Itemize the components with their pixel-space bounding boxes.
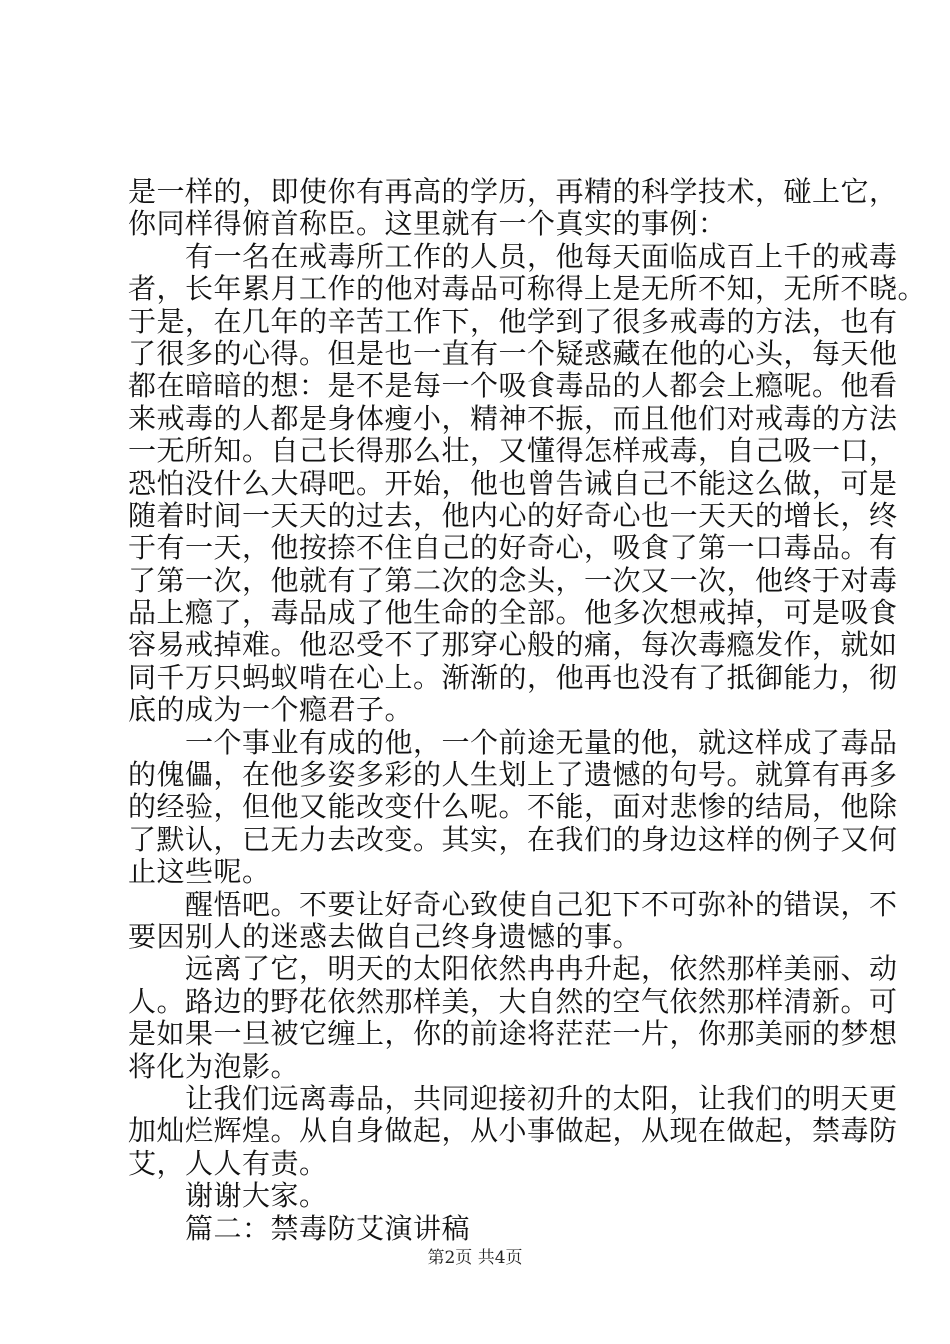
body-text bbox=[128, 175, 927, 1245]
text-line: 让我们远离毒品，共同迎接初升的太阳，让我们的明天更 bbox=[185, 1081, 898, 1115]
text-line: 的傀儡，在他多姿多彩的人生划上了遗憾的句号。就算有再多 bbox=[128, 758, 898, 792]
text-line: 于是，在几年的辛苦工作下，他学到了很多戒毒的方法，也有 bbox=[128, 304, 898, 338]
page-footer: 第2页 共4页 bbox=[427, 1248, 523, 1268]
text-line: 止这些呢。 bbox=[128, 855, 271, 889]
text-line: 你同样得俯首称臣。这里就有一个真实的事例： bbox=[128, 207, 727, 241]
text-line: 要因别人的迷惑去做自己终身遗憾的事。 bbox=[128, 919, 642, 953]
text-line: 了很多的心得。但是也一直有一个疑惑藏在他的心头，每天他 bbox=[128, 336, 898, 370]
text-line: 远离了它，明天的太阳依然冉冉升起，依然那样美丽、动 bbox=[185, 952, 898, 986]
text-line: 者，长年累月工作的他对毒品可称得上是无所不知，无所不晓。 bbox=[128, 272, 927, 306]
text-line: 艾，人人有责。 bbox=[128, 1146, 328, 1180]
text-line: 谢谢大家。 bbox=[185, 1179, 328, 1213]
text-line: 了默认，已无力去改变。其实，在我们的身边这样的例子又何 bbox=[128, 822, 898, 856]
text-line: 了第一次，他就有了第二次的念头，一次又一次，他终于对毒 bbox=[128, 563, 898, 597]
text-line: 品上瘾了，毒品成了他生命的全部。他多次想戒掉，可是吸食 bbox=[128, 596, 898, 630]
text-line: 都在暗暗的想：是不是每一个吸食毒品的人都会上瘾呢。他看 bbox=[128, 369, 898, 403]
text-line: 来戒毒的人都是身体瘦小，精神不振，而且他们对戒毒的方法 bbox=[128, 401, 898, 435]
text-line: 篇二：禁毒防艾演讲稿 bbox=[185, 1211, 471, 1245]
text-line: 随着时间一天天的过去，他内心的好奇心也一天天的增长，终 bbox=[128, 498, 898, 532]
text-line: 有一名在戒毒所工作的人员，他每天面临成百上千的戒毒 bbox=[185, 239, 898, 273]
text-line: 底的成为一个瘾君子。 bbox=[128, 693, 414, 727]
text-line: 恐怕没什么大碍吧。开始，他也曾告诫自己不能这么做，可是 bbox=[128, 466, 898, 500]
text-line: 是一样的，即使你有再高的学历，再精的科学技术，碰上它， bbox=[128, 175, 898, 208]
text-line: 的经验，但他又能改变什么呢。不能，面对悲惨的结局，他除 bbox=[128, 790, 898, 824]
text-line: 于有一天，他按捺不住自己的好奇心，吸食了第一口毒品。有 bbox=[128, 531, 898, 565]
text-line: 容易戒掉难。他忍受不了那穿心般的痛，每次毒瘾发作，就如 bbox=[128, 628, 898, 662]
text-line: 一无所知。自己长得那么壮，又懂得怎样戒毒，自己吸一口， bbox=[128, 434, 898, 468]
text-line: 是如果一旦被它缠上，你的前途将茫茫一片，你那美丽的梦想 bbox=[128, 1017, 898, 1051]
text-line: 将化为泡影。 bbox=[128, 1049, 300, 1083]
text-line: 一个事业有成的他，一个前途无量的他，就这样成了毒品 bbox=[185, 725, 898, 759]
text-line: 加灿烂辉煌。从自身做起，从小事做起，从现在做起，禁毒防 bbox=[128, 1114, 898, 1148]
text-line: 人。路边的野花依然那样美，大自然的空气依然那样清新。可 bbox=[128, 984, 898, 1018]
text-line: 同千万只蚂蚁啃在心上。渐渐的，他再也没有了抵御能力，彻 bbox=[128, 660, 898, 694]
text-line: 醒悟吧。不要让好奇心致使自己犯下不可弥补的错误，不 bbox=[185, 887, 898, 921]
